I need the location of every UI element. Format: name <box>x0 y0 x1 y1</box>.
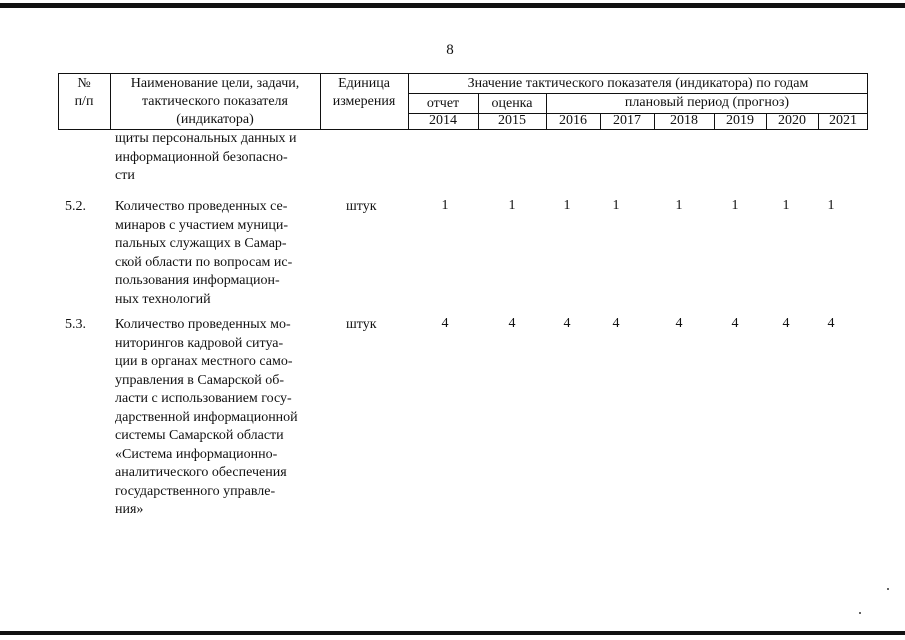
header-year: 2016 <box>559 113 587 128</box>
page-number: 8 <box>446 42 454 58</box>
row-name: Количество проведенных се- минаров с участием муници- пальных служащих в Самар- ской области по вопросам ис- пользования информацион- ных технологий <box>115 199 293 307</box>
header-unit: Единица измерения <box>332 76 396 109</box>
row-number: 5.2. <box>65 199 86 214</box>
row-name: Количество проведенных мо- ниторингов кадровой ситуа- ции в органах местного само- управления в Самарской об- ласти с использованием госу- дарственной информационной системы Самарской области «Система информационно- аналитического обеспечения государственного управле- ния» <box>115 317 298 517</box>
header-report: отчет 2014 <box>426 96 460 128</box>
row-value: 4 <box>508 316 516 331</box>
header-estimate: оценка 2015 <box>491 96 533 128</box>
bottom-border <box>0 631 905 635</box>
header-num: № п/п <box>74 76 94 109</box>
row-value: 4 <box>827 316 835 331</box>
row-unit: штук <box>346 317 377 332</box>
row-value: 4 <box>563 316 571 331</box>
header-year: 2018 <box>670 113 698 128</box>
continuation-text: щиты персональных данных и информационной безопасно- сти <box>115 131 297 183</box>
row-value: 1 <box>827 198 835 213</box>
header-year: 2017 <box>613 113 641 128</box>
header-name: Наименование цели, задачи, тактического показателя (индикатора) <box>130 76 300 127</box>
scan-speck <box>859 612 861 614</box>
header-year: 2020 <box>778 113 806 128</box>
row-unit: штук <box>346 199 377 214</box>
row-value: 1 <box>508 198 516 213</box>
row-value: 1 <box>612 198 620 213</box>
row-value: 4 <box>731 316 739 331</box>
row-value: 4 <box>675 316 683 331</box>
row-value: 1 <box>731 198 739 213</box>
row-value: 4 <box>612 316 620 331</box>
header-values-title: Значение тактического показателя (индикатора) по годам <box>467 76 809 91</box>
row-value: 1 <box>563 198 571 213</box>
row-value: 1 <box>782 198 790 213</box>
scan-speck <box>887 588 889 590</box>
header-year: 2019 <box>726 113 754 128</box>
row-value: 1 <box>441 198 449 213</box>
header-top-rule <box>58 73 868 74</box>
table-header <box>58 73 868 130</box>
row-value: 4 <box>441 316 449 331</box>
row-value: 1 <box>675 198 683 213</box>
header-year: 2021 <box>829 113 857 128</box>
header-plan-period: плановый период (прогноз) <box>624 95 790 110</box>
row-value: 4 <box>782 316 790 331</box>
top-border <box>0 3 905 8</box>
row-number: 5.3. <box>65 317 86 332</box>
